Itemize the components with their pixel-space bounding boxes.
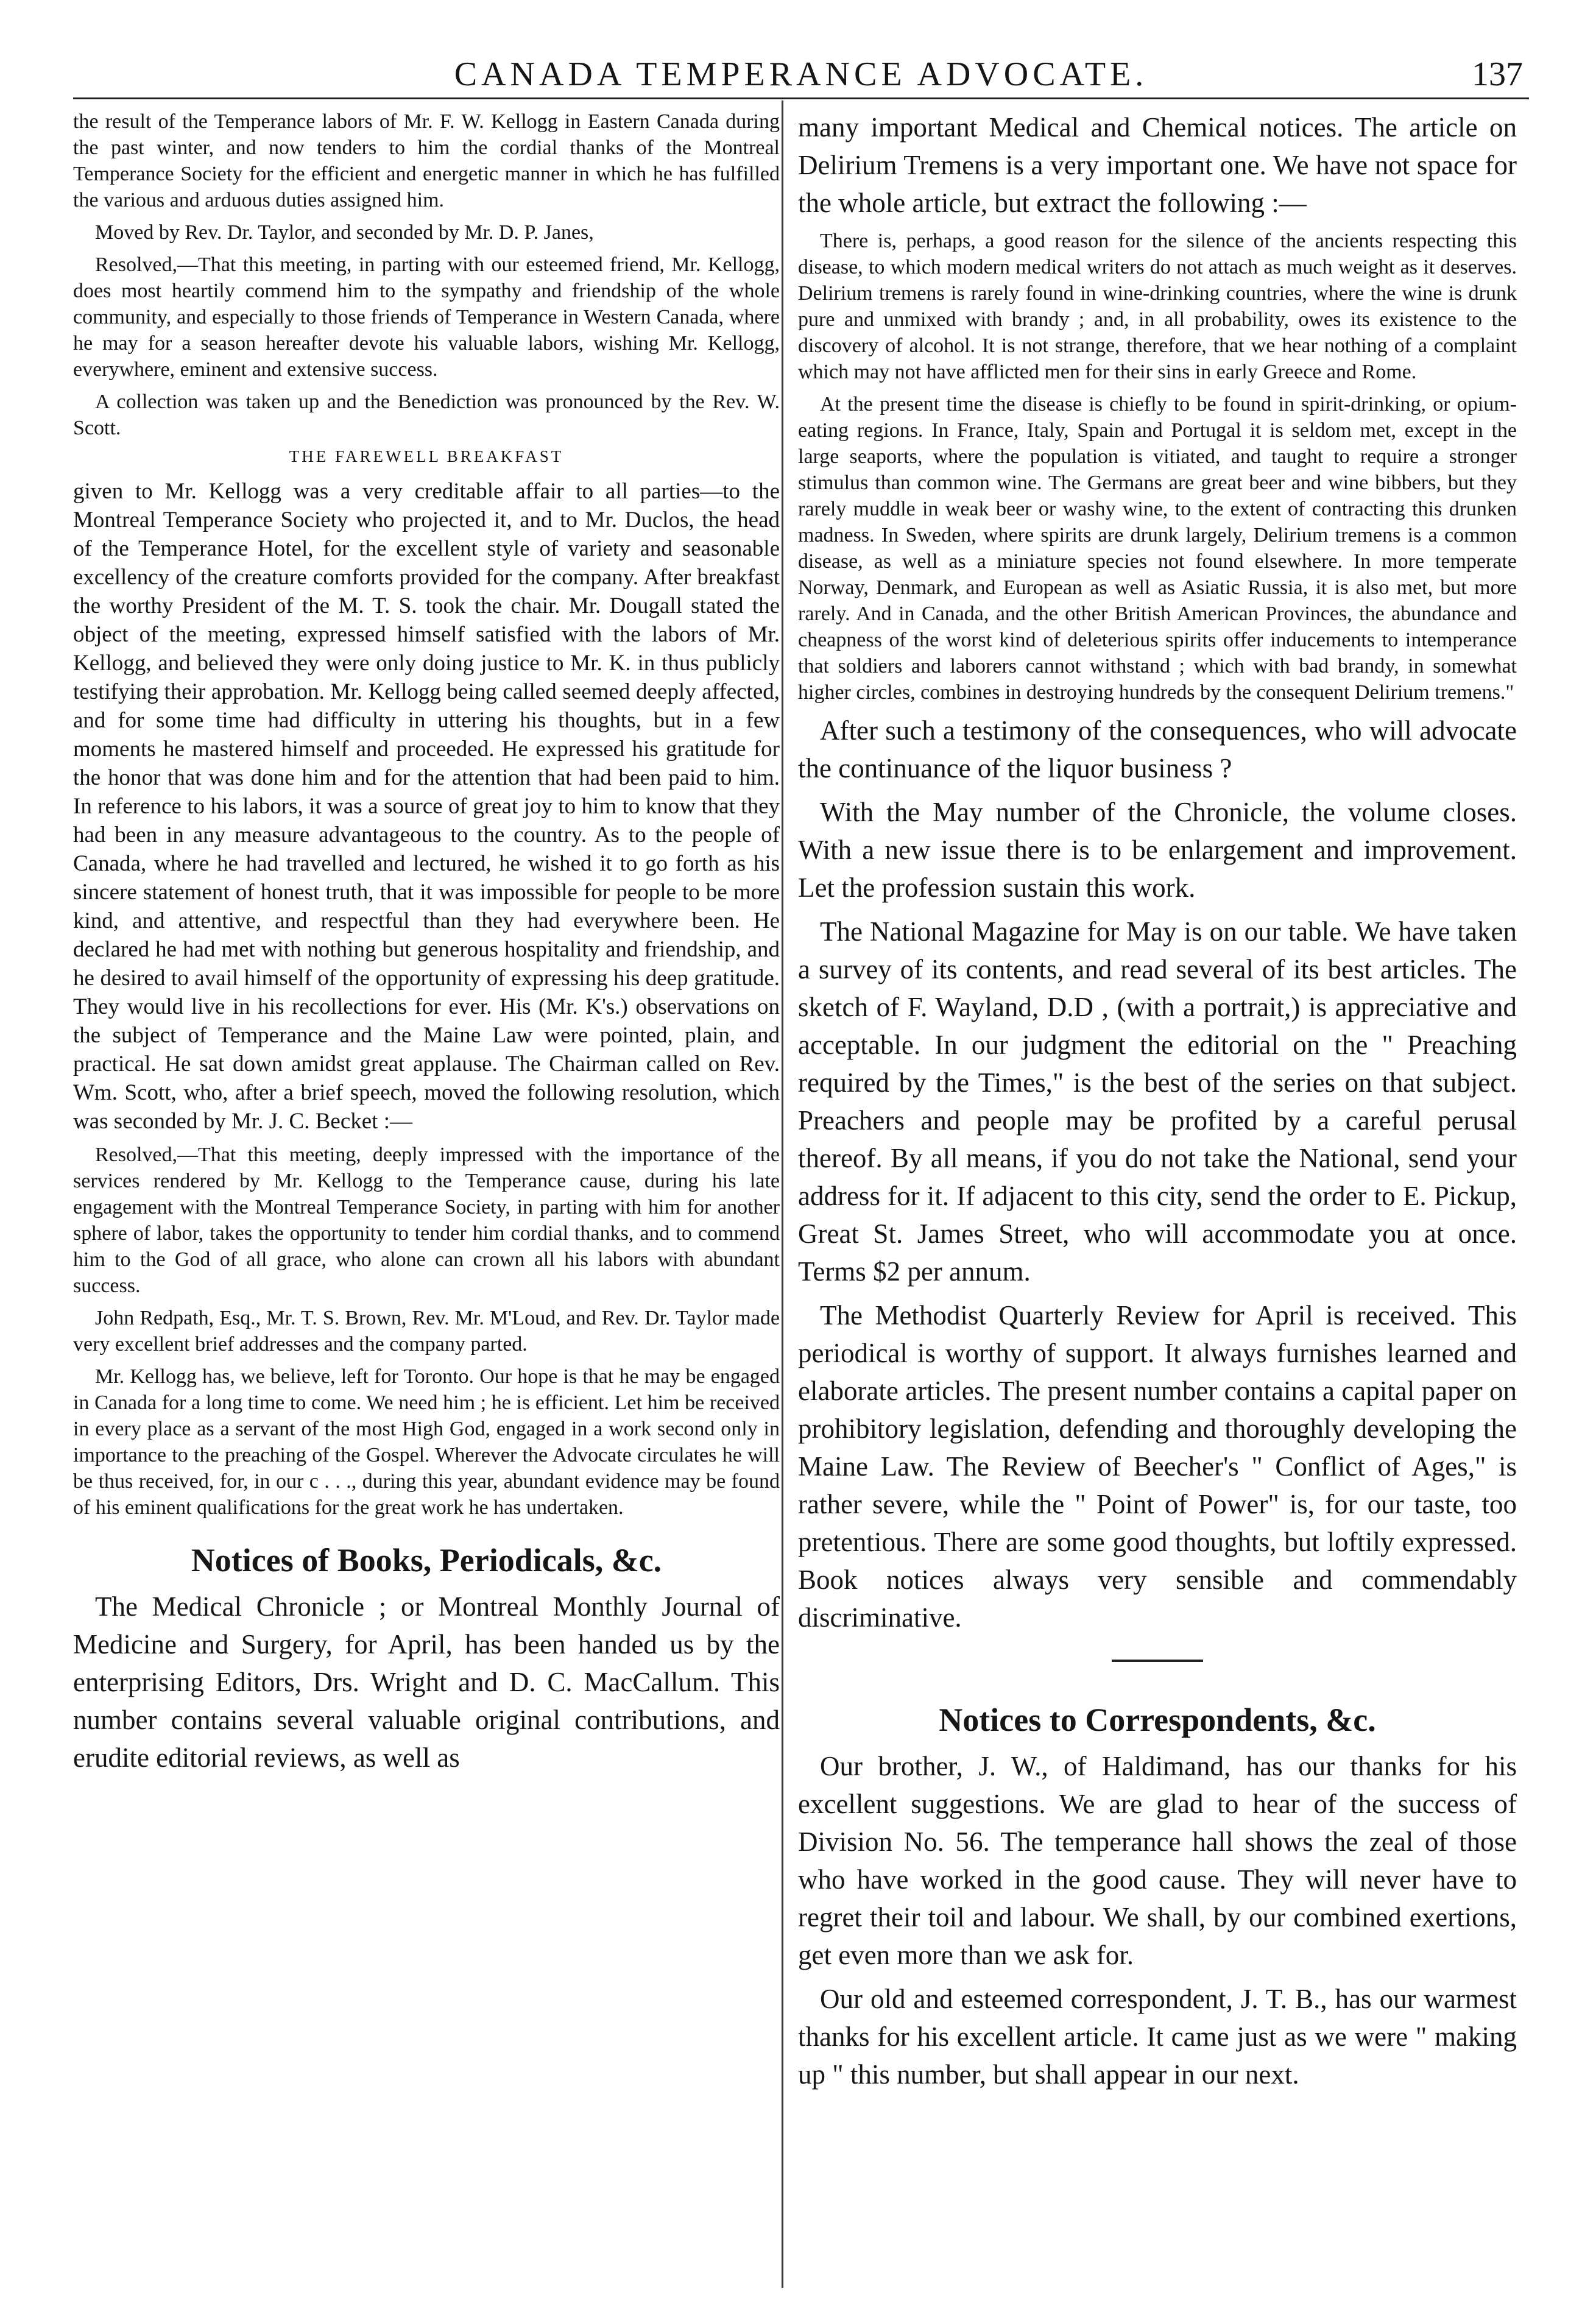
quoted-paragraph: There is, perhaps, a good reason for the silence of the ancients respecting this disease, to which modern medical writers do not attach as much weight as it deserves. Delirium tremens is rarely found in wine-drinking countries, where the wine is drunk pure and unmixed with brandy ; and, in all probability, owes its existence to the discovery of alcohol. It is not strange, therefore, that we hear nothing of a complaint which may not have afflicted men for their sins in early Greece and Rome. — [798, 230, 1517, 383]
paragraph: After such a testimony of the consequences, who will advocate the continuance of the liquor business ? — [798, 715, 1517, 783]
page-header — [73, 37, 1529, 99]
section-heading: Notices of Books, Periodicals, &c. — [191, 1542, 662, 1579]
paragraph: The Methodist Quarterly Review for April is received. This periodical is worthy of support. It always furnishes learned and elaborate articles. The present number contains a capital paper on prohibitory legislation, defending and thoroughly developing the Maine Law. The Review of Beecher's " Conflict of Ages," is rather severe, while the " Point of Power" is, for our taste, too pretentious. There are some good thoughts, but loftily expressed. Book notices always very sensible and commendably discriminative. — [798, 1300, 1517, 1633]
paragraph: The National Magazine for May is on our table. We have taken a survey of its contents, and read several of its best articles. The sketch of F. Wayland, D.D , (with a portrait,) is appreciative and acceptable. In our judgment the editorial on the " Preaching required by the Times," is the best of the series on that subject. Preachers and people may be profited by a careful perusal thereof. By all means, if you do not take the National, send your address for it. If adjacent to this city, send the order to E. Pickup, Great St. James Street, who will accommodate you at once. Terms $2 per annum. — [798, 916, 1517, 1287]
resolution-paragraph: Resolved,—That this meeting, deeply impressed with the importance of the services rendered by Mr. Kellogg to the Temperance cause, during his late engagement with the Montreal Temperance Society, in parting with him for another sphere of labor, takes the opportunity to tender him cordial thanks, and to commend him to the God of all grace, who alone can crown all his labors with abundant success. — [73, 1144, 780, 1297]
section-divider — [1112, 1660, 1203, 1662]
paragraph: many important Medical and Chemical notices. The article on Delirium Tremens is a very important one. We have not space for the whole article, but extract the following :— — [798, 112, 1517, 218]
paragraph: given to Mr. Kellogg was a very creditable affair to all parties—to the Montreal Temperance Society who projected it, and to Mr. Duclos, the head of the Temperance Hotel, for the excellent style of variety and seasonable excellency of the creature comforts provided for the company. After breakfast the worthy President of the M. T. S. took the chair. Mr. Dougall stated the object of the meeting, expressed himself satisfied with the labors of Mr. Kellogg, and believed they were only doing justice to Mr. K. in thus publicly testifying their approbation. Mr. Kellogg being called seemed deeply affected, and for some time had difficulty in uttering his thoughts, but in a few moments he mastered himself and proceeded. He expressed his gratitude for the honor that was done him and for the attention that had been paid to him. In reference to his labors, it was a source of great joy to him to know that they had been in any measure advantageous to the country. As to the people of Canada, where he had travelled and lectured, he wished it to go forth as his sincere statement of honest truth, that it was impossible for people to be more kind, and attentive, and respectful than they had everywhere been. He declared he had met with nothing but generous hospitality and friendship, and he desired to avail himself of the opportunity of expressing his deep gratitude. They would live in his recollections for ever. His (Mr. K's.) observations on the subject of Temperance and the Maine Law were pointed, plain, and practical. He sat down amidst great applause. The Chairman called on Rev. Wm. Scott, who, after a brief speech, moved the following resolution, which was seconded by Mr. J. C. Becket :— — [73, 479, 780, 1134]
page-number: 137 — [1472, 55, 1523, 93]
paragraph: John Redpath, Esq., Mr. T. S. Brown, Rev. Mr. M'Loud, and Rev. Dr. Taylor made very excellent brief addresses and the company parted. — [73, 1307, 780, 1356]
paragraph: Our brother, J. W., of Haldimand, has our thanks for his excellent suggestions. We are glad to hear of the success of Division No. 56. The temperance hall shows the zeal of those who have worked in the good cause. They will never have to regret their toil and labour. We shall, by our combined exertions, get even more than we ask for. — [798, 1751, 1517, 1970]
right-column — [798, 108, 1517, 2099]
section-heading: Notices to Correspondents, &c. — [939, 1702, 1376, 1738]
paragraph: Mr. Kellogg has, we believe, left for Toronto. Our hope is that he may be engaged in Canada for a long time to come. We need him ; he is efficient. Let him be received in every place as a servant of the most High God, engaged in a work second only in importance to the preaching of the Gospel. Wherever the Advocate circulates he will be thus received, for, in our c . . ., during this year, abundant evidence may be found of his eminent qualifications for the great work he has undertaken. — [73, 1365, 780, 1519]
page-title: CANADA TEMPERANCE ADVOCATE. — [454, 55, 1148, 93]
paragraph: Our old and esteemed correspondent, J. T. B., has our warmest thanks for his excellent article. It came just as we were " making up " this number, but shall appear in our next. — [798, 1984, 1517, 2090]
paragraph: Moved by Rev. Dr. Taylor, and seconded by Mr. D. P. Janes, — [95, 221, 594, 244]
section-subhead: THE FAREWELL BREAKFAST — [289, 447, 564, 465]
quoted-paragraph: At the present time the disease is chiefly to be found in spirit-drinking, or opium-eating regions. In France, Italy, Spain and Portugal it is seldom met, except in the large seaports, where the population is vitiated, and taught to require a stronger stimulus than common wine. The Germans are great beer and wine bibbers, but they rarely muddle in weak beer or washy wine, to the extent of contracting this drunken madness. In Sweden, where spirits are drunk largely, Delirium tremens is a common disease, as well as a miniature species not found elsewhere. In more temperate Norway, Denmark, and European as well as Asiatic Russia, it is also met, but more rarely. And in Canada, and the other British American Provinces, the abundance and cheapness of the worst kind of deleterious spirits offer inducements to intemperance that soldiers and laborers cannot withstand ; which with bad brandy, in somewhat higher circles, combines in destroying hundreds by the consequent Delirium tremens." — [798, 393, 1517, 704]
paragraph: A collection was taken up and the Benediction was pronounced by the Rev. W. Scott. — [73, 391, 780, 439]
resolution-paragraph: Resolved,—That this meeting, in parting with our esteemed friend, Mr. Kellogg, does most heartily commend him to the sympathy and friendship of the whole community, and especially to those friends of Temperance in Western Canada, where he may for a season hereafter devote his valuable labors, wishing Mr. Kellogg, everywhere, eminent and extensive success. — [73, 253, 780, 381]
left-column — [73, 108, 780, 1783]
paragraph: The Medical Chronicle ; or Montreal Monthly Journal of Medicine and Surgery, for April, has been handed us by the enterprising Editors, Drs. Wright and D. C. MacCallum. This number contains several valuable original contributions, and erudite editorial reviews, as well as — [73, 1591, 780, 1773]
column-divider — [782, 101, 783, 2288]
paragraph: With the May number of the Chronicle, the volume closes. With a new issue there is to be enlargement and improvement. Let the profession sustain this work. — [798, 797, 1517, 903]
paragraph: the result of the Temperance labors of Mr. F. W. Kellogg in Eastern Canada during the past winter, and now tenders to him the cordial thanks of the Montreal Temperance Society for the efficient and energetic manner in which he has fulfilled the various and arduous duties assigned him. — [73, 110, 780, 211]
